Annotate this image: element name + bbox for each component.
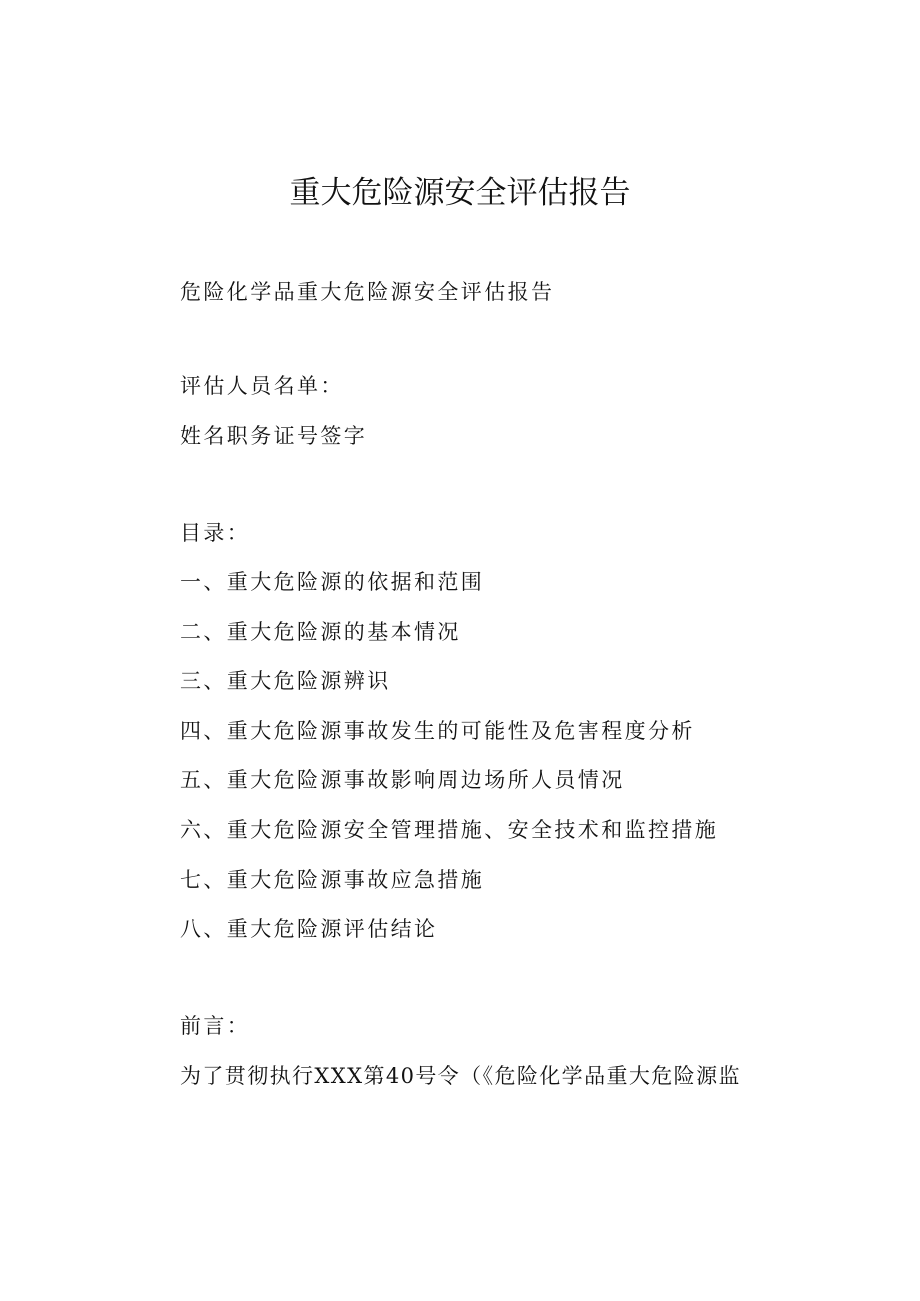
table-of-contents	[180, 567, 718, 964]
preface-text: 为了贯彻执行XXX第40号令（《危险化学品重大危险源监	[180, 1064, 741, 1088]
toc-item-1: 一、重大危险源的依据和范围	[180, 570, 485, 594]
evaluators-columns: 姓名职务证号签字	[180, 424, 368, 448]
toc-item-4: 四、重大危险源事故发生的可能性及危害程度分析	[180, 718, 695, 743]
evaluators-label: 评估人员名单：	[180, 374, 344, 398]
toc-label: 目录：	[180, 521, 251, 545]
toc-item-5: 五、重大危险源事故影响周边场所人员情况	[180, 768, 625, 793]
document-subtitle: 危险化学品重大危险源安全评估报告	[180, 280, 555, 304]
document-title: 重大危险源安全评估报告	[289, 175, 631, 211]
toc-item-2: 二、重大危险源的基本情况	[180, 619, 461, 644]
toc-item-8: 八、重大危险源评估结论	[180, 917, 438, 942]
toc-item-3: 三、重大危险源辨识	[180, 669, 391, 694]
toc-item-6: 六、重大危险源安全管理措施、安全技术和监控措施	[180, 817, 719, 842]
toc-item-7: 七、重大危险源事故应急措施	[180, 867, 485, 892]
preface-label: 前言：	[180, 1014, 251, 1038]
